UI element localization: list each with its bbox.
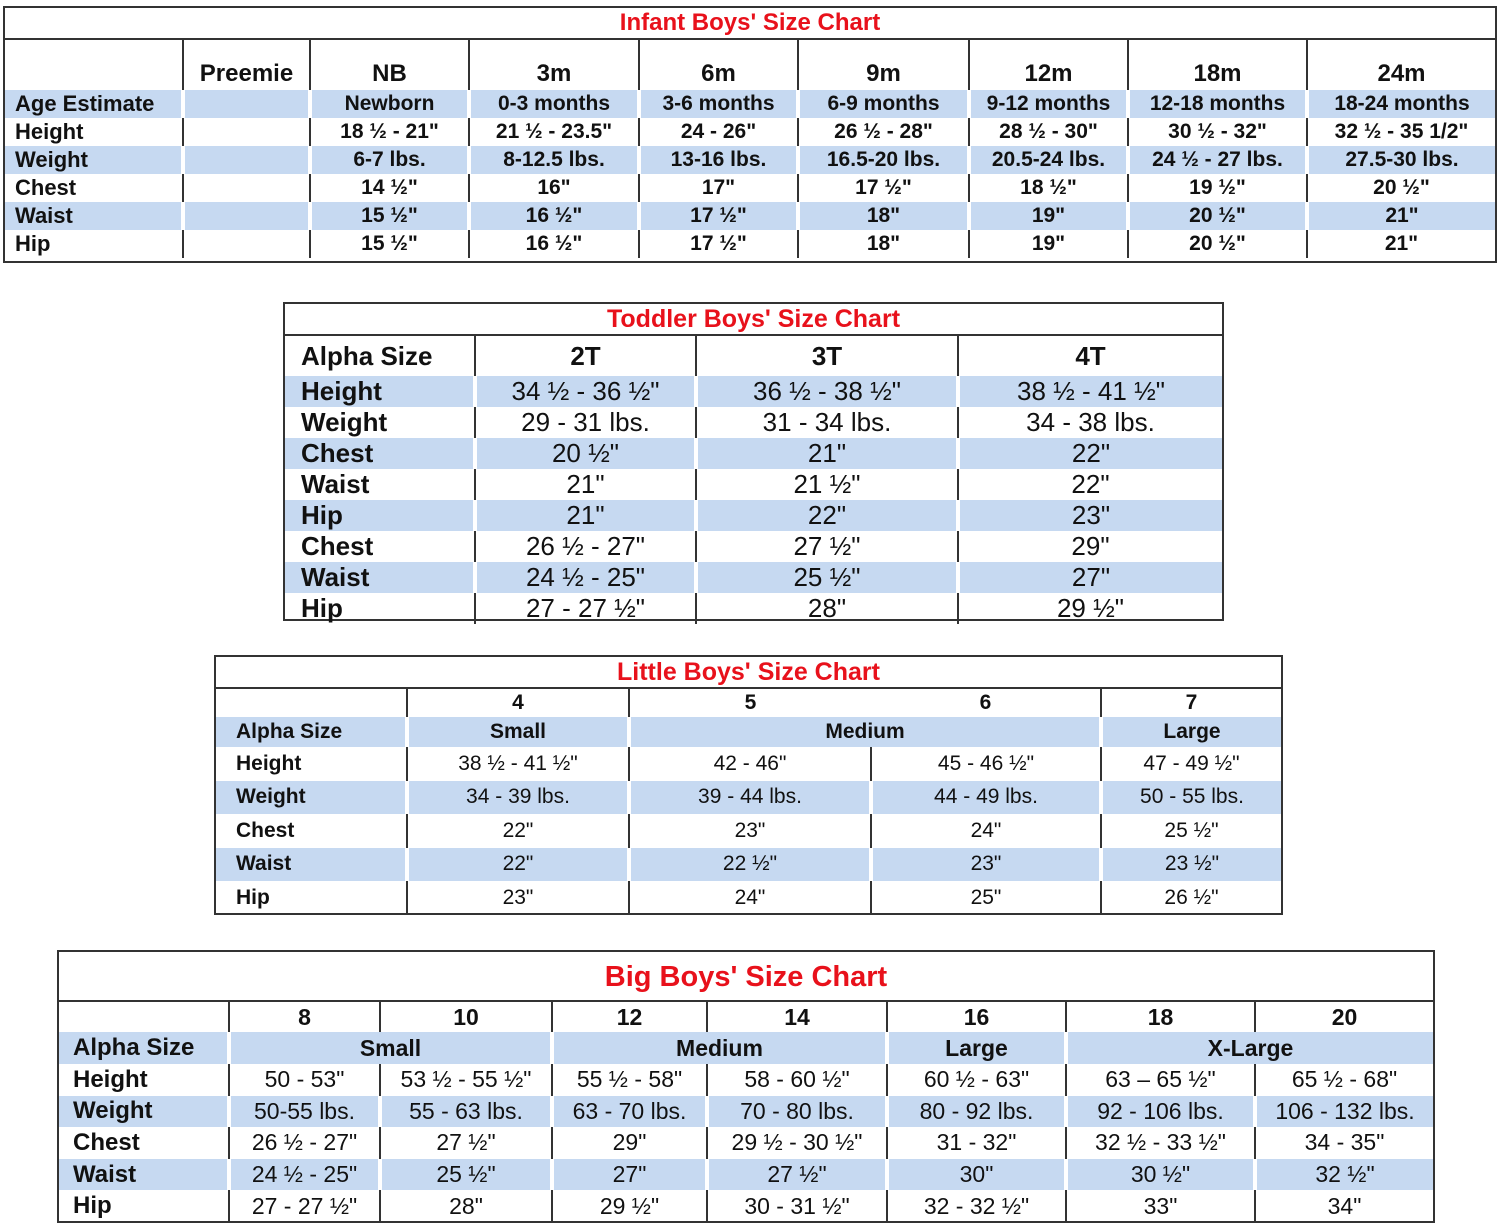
table-cell: 36 ½ - 38 ½" [696, 376, 958, 407]
row-label: Weight [5, 146, 183, 174]
toddler-alpha-size-label: Alpha Size [301, 340, 433, 371]
row-label: Waist [301, 469, 370, 499]
little-row-weight [216, 781, 1281, 815]
infant-col-header: 9m [798, 40, 969, 90]
infant-col-header: 24m [1307, 40, 1495, 90]
table-cell: 50-55 lbs. [229, 1096, 380, 1128]
size-number: 14 [707, 1002, 887, 1032]
size-number: 7 [1101, 689, 1281, 717]
alpha-size: X-Large [1066, 1032, 1433, 1064]
table-cell: Newborn [310, 90, 469, 118]
table-cell: 19" [969, 230, 1128, 258]
table-cell: 22 ½" [629, 848, 871, 882]
big-alpha-size-row [59, 1032, 1433, 1064]
table-cell: 27" [958, 562, 1222, 593]
table-cell: 8-12.5 lbs. [469, 146, 639, 174]
table-cell: 34 ½ - 36 ½" [475, 376, 696, 407]
row-label: Alpha Size [216, 717, 407, 747]
toddler-col-header: 3T [696, 336, 958, 376]
table-cell: 63 – 65 ½" [1066, 1064, 1255, 1096]
row-label: Chest [236, 818, 295, 842]
table-cell: 25" [871, 881, 1101, 915]
row-label: Waist [285, 562, 475, 593]
table-cell: 18" [798, 230, 969, 258]
table-cell: 31 - 34 lbs. [696, 407, 958, 438]
infant-row-weight [5, 146, 1495, 174]
table-cell: 34 - 38 lbs. [958, 407, 1222, 438]
toddler-chart-title: Toddler Boys' Size Chart [285, 304, 1222, 336]
table-cell: 22" [696, 500, 958, 531]
row-label: Chest [73, 1128, 140, 1156]
table-cell: 30 ½" [1066, 1159, 1255, 1191]
table-cell [183, 230, 310, 258]
table-cell: 18 ½" [969, 174, 1128, 202]
table-cell: 29" [552, 1127, 707, 1159]
table-cell: 0-3 months [469, 90, 639, 118]
table-cell: 25 ½" [696, 562, 958, 593]
table-cell: 45 - 46 ½" [871, 747, 1101, 781]
table-cell: 24 - 26" [639, 118, 798, 146]
table-cell: 24 ½ - 25" [229, 1159, 380, 1191]
row-label: Chest [15, 175, 77, 200]
toddler-size-chart [283, 302, 1224, 621]
table-cell: 22" [407, 814, 629, 848]
table-cell: 12-18 months [1128, 90, 1307, 118]
alpha-size: Medium [552, 1032, 887, 1064]
table-cell: 53 ½ - 55 ½" [380, 1064, 552, 1096]
table-cell: 27" [552, 1159, 707, 1191]
row-label: Age Estimate [5, 90, 183, 118]
table-cell: 28 ½ - 30" [969, 118, 1128, 146]
table-cell: 20.5-24 lbs. [969, 146, 1128, 174]
toddler-col-header: 2T [475, 336, 696, 376]
table-cell: 13-16 lbs. [639, 146, 798, 174]
toddler-size-table [285, 336, 1222, 624]
table-cell: 24 ½ - 25" [475, 562, 696, 593]
table-cell: 92 - 106 lbs. [1066, 1096, 1255, 1128]
table-cell: 15 ½" [310, 202, 469, 230]
row-label: Hip [301, 593, 343, 623]
table-cell: 22" [407, 848, 629, 882]
row-label: Weight [59, 1096, 229, 1128]
table-cell: 27 ½" [707, 1159, 887, 1191]
table-cell: 21" [475, 469, 696, 500]
table-cell: 29" [958, 531, 1222, 562]
row-label: Chest [285, 438, 475, 469]
table-cell: 39 - 44 lbs. [629, 781, 871, 815]
alpha-size: Medium [629, 717, 1101, 747]
table-cell: 19" [969, 202, 1128, 230]
table-cell: 28" [696, 593, 958, 624]
table-cell: 30 ½ - 32" [1128, 118, 1307, 146]
table-cell: 23 ½" [1101, 848, 1281, 882]
table-cell: 9-12 months [969, 90, 1128, 118]
big-row-weight [59, 1096, 1433, 1128]
toddler-row-weight [285, 407, 1222, 438]
table-cell: 32 ½" [1255, 1159, 1433, 1191]
infant-col-header: 3m [469, 40, 639, 90]
row-label: Waist [216, 848, 407, 882]
table-cell: 3-6 months [639, 90, 798, 118]
table-cell [183, 90, 310, 118]
table-cell: 42 - 46" [629, 747, 871, 781]
alpha-size: Large [1101, 717, 1281, 747]
size-number: 8 [229, 1002, 380, 1032]
toddler-header-row [285, 336, 1222, 376]
table-cell: 29 ½ - 30 ½" [707, 1127, 887, 1159]
infant-col-header: 12m [969, 40, 1128, 90]
table-cell: 24" [871, 814, 1101, 848]
row-label: Hip [285, 500, 475, 531]
row-label: Chest [301, 531, 374, 561]
table-cell: 63 - 70 lbs. [552, 1096, 707, 1128]
infant-header-row [5, 40, 1495, 90]
table-cell: 21" [1307, 230, 1495, 258]
table-cell: 26 ½ - 28" [798, 118, 969, 146]
table-cell: 21 ½ - 23.5" [469, 118, 639, 146]
little-size-table [216, 689, 1281, 915]
toddler-row-hip [285, 500, 1222, 531]
table-cell: 20 ½" [1128, 202, 1307, 230]
table-cell: 17 ½" [639, 230, 798, 258]
infant-row-chest [5, 174, 1495, 202]
big-size-number-row [59, 1002, 1433, 1032]
infant-row-hip [5, 230, 1495, 258]
little-size-number-row [216, 689, 1281, 717]
table-cell [183, 174, 310, 202]
table-cell: 30" [887, 1159, 1066, 1191]
row-label: Height [285, 376, 475, 407]
table-cell: 106 - 132 lbs. [1255, 1096, 1433, 1128]
table-cell: 33" [1066, 1190, 1255, 1222]
table-cell: 65 ½ - 68" [1255, 1064, 1433, 1096]
toddler-row-hip-2 [285, 593, 1222, 624]
table-cell: 38 ½ - 41 ½" [958, 376, 1222, 407]
big-row-height [59, 1064, 1433, 1096]
infant-row-height [5, 118, 1495, 146]
table-cell: 26 ½" [1101, 881, 1281, 915]
big-header-blank [59, 1002, 229, 1032]
big-row-chest [59, 1127, 1433, 1159]
little-alpha-size-row [216, 717, 1281, 747]
alpha-size: Small [407, 717, 629, 747]
table-cell: 15 ½" [310, 230, 469, 258]
toddler-row-waist [285, 469, 1222, 500]
infant-size-table [5, 40, 1495, 258]
infant-col-header: Preemie [183, 40, 310, 90]
table-cell: 27 - 27 ½" [475, 593, 696, 624]
row-label: Hip [15, 231, 51, 256]
table-cell: 17 ½" [798, 174, 969, 202]
infant-col-header: 18m [1128, 40, 1307, 90]
table-cell: 21" [475, 500, 696, 531]
table-cell [183, 146, 310, 174]
table-cell: 55 - 63 lbs. [380, 1096, 552, 1128]
little-header-blank [216, 689, 407, 717]
row-label: Hip [236, 885, 270, 909]
row-label: Hip [73, 1192, 112, 1220]
table-cell: 50 - 55 lbs. [1101, 781, 1281, 815]
table-cell: 18-24 months [1307, 90, 1495, 118]
table-cell: 34 - 35" [1255, 1127, 1433, 1159]
infant-col-header: 6m [639, 40, 798, 90]
table-cell: 25 ½" [1101, 814, 1281, 848]
row-label: Waist [5, 202, 183, 230]
table-cell: 21 ½" [696, 469, 958, 500]
alpha-size: Large [887, 1032, 1066, 1064]
table-cell: 50 - 53" [229, 1064, 380, 1096]
big-size-table [59, 1002, 1433, 1222]
table-cell: 22" [958, 469, 1222, 500]
table-cell: 26 ½ - 27" [475, 531, 696, 562]
table-cell: 18 ½ - 21" [310, 118, 469, 146]
table-cell: 16 ½" [469, 202, 639, 230]
table-cell: 23" [871, 848, 1101, 882]
size-number: 4 [407, 689, 629, 717]
table-cell: 16" [469, 174, 639, 202]
table-cell: 31 - 32" [887, 1127, 1066, 1159]
row-label: Weight [301, 407, 388, 437]
size-number: 16 [887, 1002, 1066, 1032]
row-label: Waist [59, 1159, 229, 1191]
table-cell: 26 ½ - 27" [229, 1127, 380, 1159]
little-row-height [216, 747, 1281, 781]
toddler-row-chest-2 [285, 531, 1222, 562]
toddler-row-height [285, 376, 1222, 407]
table-cell: 47 - 49 ½" [1101, 747, 1281, 781]
table-cell: 28" [380, 1190, 552, 1222]
table-cell: 32 ½ - 35 1/2" [1307, 118, 1495, 146]
size-number: 12 [552, 1002, 707, 1032]
table-cell: 21" [696, 438, 958, 469]
little-row-waist [216, 848, 1281, 882]
little-size-chart [214, 655, 1283, 915]
table-cell: 27 - 27 ½" [229, 1190, 380, 1222]
table-cell: 80 - 92 lbs. [887, 1096, 1066, 1128]
table-cell: 17" [639, 174, 798, 202]
little-row-chest [216, 814, 1281, 848]
table-cell: 25 ½" [380, 1159, 552, 1191]
infant-size-chart [3, 6, 1497, 263]
table-cell: 58 - 60 ½" [707, 1064, 887, 1096]
table-cell: 34 - 39 lbs. [407, 781, 629, 815]
table-cell: 16 ½" [469, 230, 639, 258]
table-cell: 27.5-30 lbs. [1307, 146, 1495, 174]
table-cell: 22" [958, 438, 1222, 469]
table-cell: 6-7 lbs. [310, 146, 469, 174]
table-cell: 29 - 31 lbs. [475, 407, 696, 438]
table-cell: 27 ½" [696, 531, 958, 562]
infant-row-age-estimate [5, 90, 1495, 118]
big-row-waist [59, 1159, 1433, 1191]
table-cell: 38 ½ - 41 ½" [407, 747, 629, 781]
table-cell: 19 ½" [1128, 174, 1307, 202]
table-cell: 23" [407, 881, 629, 915]
little-chart-title: Little Boys' Size Chart [216, 657, 1281, 689]
table-cell: 30 - 31 ½" [707, 1190, 887, 1222]
infant-header-blank [5, 40, 183, 90]
table-cell: 32 ½ - 33 ½" [1066, 1127, 1255, 1159]
toddler-row-waist-2 [285, 562, 1222, 593]
table-cell: 18" [798, 202, 969, 230]
size-number: 6 [979, 691, 992, 714]
table-cell [183, 202, 310, 230]
toddler-row-chest [285, 438, 1222, 469]
table-cell: 32 - 32 ½" [887, 1190, 1066, 1222]
infant-row-waist [5, 202, 1495, 230]
table-cell: 14 ½" [310, 174, 469, 202]
big-chart-title: Big Boys' Size Chart [59, 952, 1433, 1002]
table-cell: 6-9 months [798, 90, 969, 118]
table-cell: 20 ½" [475, 438, 696, 469]
table-cell: 20 ½" [1128, 230, 1307, 258]
size-number: 5 [629, 689, 871, 717]
table-cell: 29 ½" [552, 1190, 707, 1222]
table-cell: 20 ½" [1307, 174, 1495, 202]
table-cell: 16.5-20 lbs. [798, 146, 969, 174]
infant-col-header: NB [310, 40, 469, 90]
row-label: Alpha Size [59, 1032, 229, 1064]
table-cell [183, 118, 310, 146]
alpha-size: Small [229, 1032, 552, 1064]
table-cell: 23" [958, 500, 1222, 531]
table-cell: 23" [629, 814, 871, 848]
table-cell: 17 ½" [639, 202, 798, 230]
table-cell: 44 - 49 lbs. [871, 781, 1101, 815]
size-number: 20 [1255, 1002, 1433, 1032]
toddler-col-header: 4T [958, 336, 1222, 376]
row-label: Weight [216, 781, 407, 815]
infant-chart-title: Infant Boys' Size Chart [5, 8, 1495, 40]
row-label: Height [236, 751, 302, 775]
row-label: Height [73, 1065, 148, 1093]
table-cell: 55 ½ - 58" [552, 1064, 707, 1096]
table-cell: 27 ½" [380, 1127, 552, 1159]
table-cell: 70 - 80 lbs. [707, 1096, 887, 1128]
table-cell: 60 ½ - 63" [887, 1064, 1066, 1096]
row-label: Height [15, 119, 84, 144]
size-number: 18 [1066, 1002, 1255, 1032]
size-number: 10 [380, 1002, 552, 1032]
big-size-chart [57, 950, 1435, 1223]
big-row-hip [59, 1190, 1433, 1222]
table-cell: 24 ½ - 27 lbs. [1128, 146, 1307, 174]
table-cell: 24" [629, 881, 871, 915]
table-cell: 21" [1307, 202, 1495, 230]
table-cell: 29 ½" [958, 593, 1222, 624]
table-cell: 34" [1255, 1190, 1433, 1222]
little-row-hip [216, 881, 1281, 915]
